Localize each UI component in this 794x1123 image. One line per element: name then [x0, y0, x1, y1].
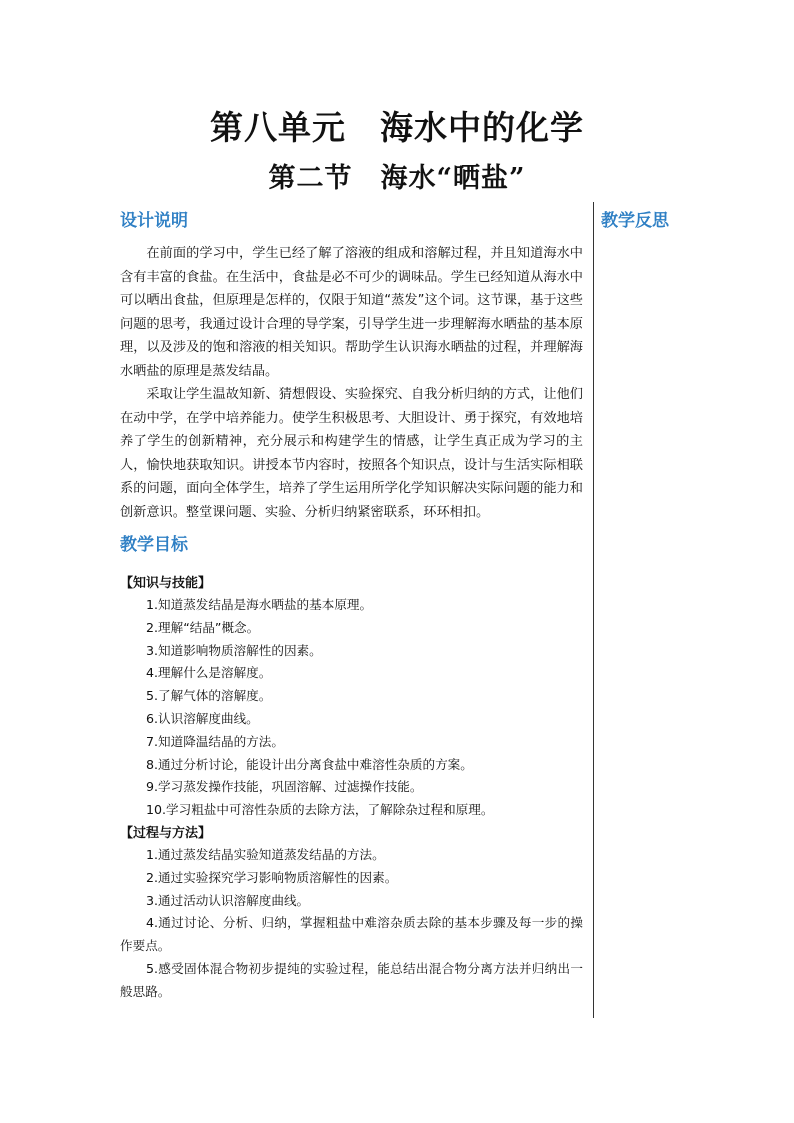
design-notes-paragraph: 在前面的学习中，学生已经了解了溶液的组成和溶解过程，并且知道海水中含有丰富的食盐。在生活中，食盐是必不可少的调味品。学生已经知道从海水中可以晒出食盐，但原理是怎样的，仅限于知道“蒸发”这个词。这节课，基于这些问题的思考，我通过设计合理的导学案，引导学生进一步理解海水晒盐的基本原理，以及涉及的饱和溶液的相关知识。帮助学生认识海水晒盐的过程，并理解海水晒盐的原理是蒸发结晶。 [120, 246, 583, 379]
list-item: 10.学习粗盐中可溶性杂质的去除方法，了解除杂过程和原理。 [146, 802, 494, 818]
teaching-reflection-heading: 教学反思 [601, 211, 669, 231]
list-item: 5.感受固体混合物初步提纯的实验过程，能总结出混合物分离方法并归纳出一般思路。 [120, 960, 583, 999]
list-item: 7.知道降温结晶的方法。 [146, 733, 284, 749]
column-divider [593, 202, 594, 1018]
main-column [120, 210, 583, 1004]
design-notes-paragraph: 采取让学生温故知新、猜想假设、实验探究、自我分析归纳的方式，让他们在动中学，在学中培养能力。使学生积极思考、大胆设计、勇于探究，有效地培养了学生的创新精神，充分展示和构建学生的情感，让学生真正成为学习的主人，愉快地获取知识。讲授本节内容时，按照各个知识点，设计与生活实际相联系的问题，面向全体学生，培养了学生运用所学化学知识解决实际问题的能力和创新意识。整堂课问题、实验、分析归纳紧密联系，环环相扣。 [120, 387, 583, 520]
section-title: 第二节 海水“晒盐” [268, 163, 526, 194]
list-item: 4.理解什么是溶解度。 [146, 665, 272, 681]
knowledge-skills-label: 【知识与技能】 [120, 576, 212, 591]
list-item: 5.了解气体的溶解度。 [146, 688, 272, 704]
knowledge-skills-list [120, 594, 583, 822]
list-item: 9.学习蒸发操作技能，巩固溶解、过滤操作技能。 [146, 779, 423, 795]
teaching-goals-heading: 教学目标 [120, 535, 188, 555]
page-title: 第八单元 海水中的化学 [210, 108, 584, 147]
list-item: 3.通过活动认识溶解度曲线。 [146, 892, 310, 908]
list-item: 8.通过分析讨论，能设计出分离食盐中难溶性杂质的方案。 [146, 756, 473, 772]
list-item: 2.理解“结晶”概念。 [146, 619, 260, 635]
list-item: 1.知道蒸发结晶是海水晒盐的基本原理。 [146, 597, 373, 612]
list-item: 2.通过实验探究学习影响物质溶解性的因素。 [146, 869, 398, 885]
list-item: 3.知道影响物质溶解性的因素。 [146, 642, 322, 658]
list-item: 1.通过蒸发结晶实验知道蒸发结晶的方法。 [146, 846, 385, 862]
process-methods-label: 【过程与方法】 [120, 825, 212, 841]
process-methods-list [120, 844, 583, 1004]
list-item: 6.认识溶解度曲线。 [146, 710, 259, 726]
list-item: 4.通过讨论、分析、归纳，掌握粗盐中难溶杂质去除的基本步骤及每一步的操作要点。 [120, 915, 583, 954]
design-notes-heading: 设计说明 [120, 211, 188, 231]
